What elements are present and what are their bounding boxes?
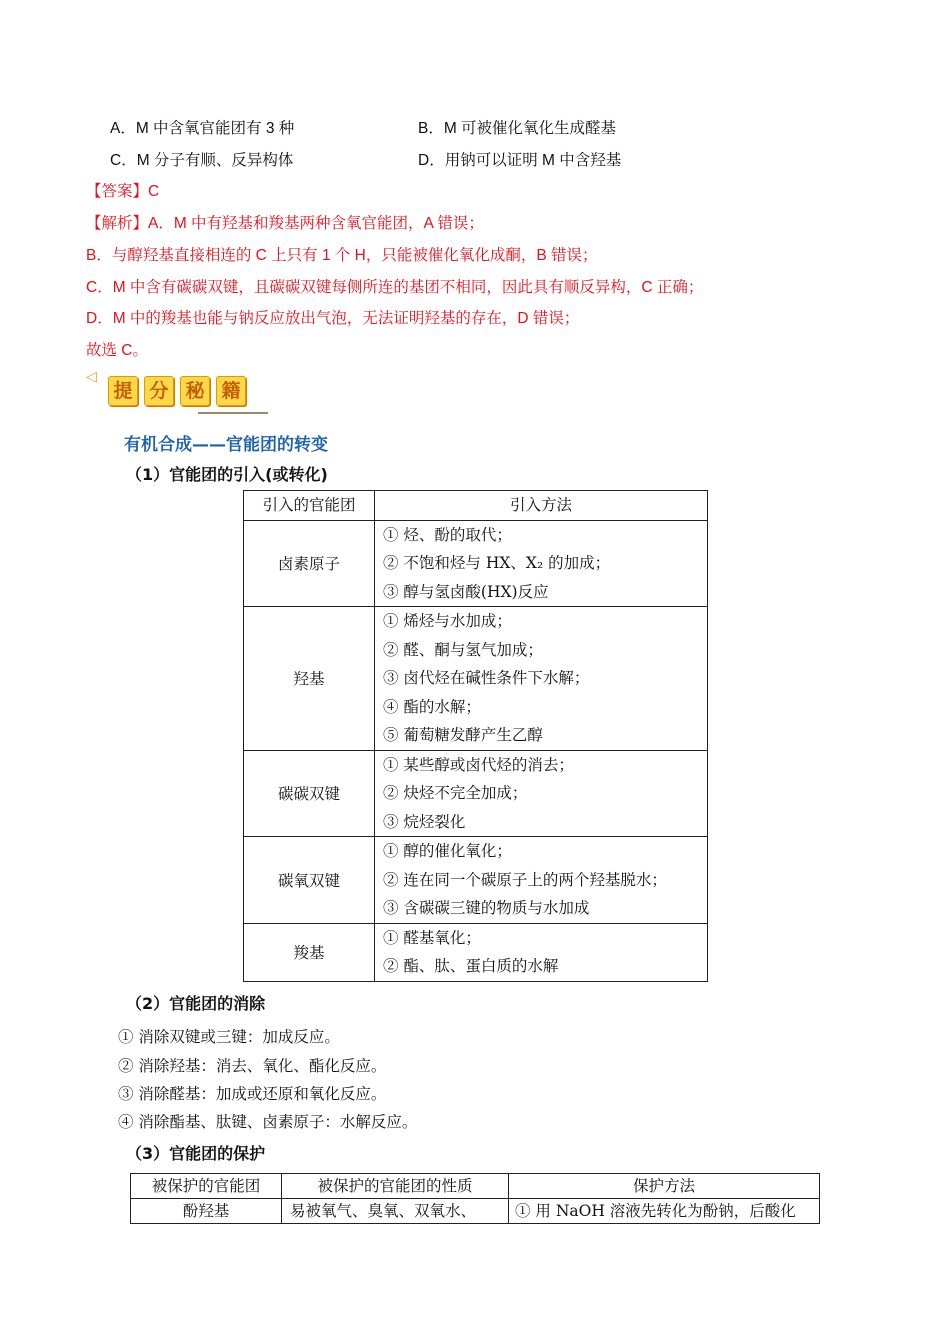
group-cell: 羧基	[244, 923, 375, 981]
answer-line: 【答案】C	[86, 183, 160, 200]
part1-title: （1）官能团的引入(或转化)	[126, 465, 328, 484]
table-row	[244, 923, 708, 981]
method-item: ② 不饱和烃与 HX、X₂ 的加成；	[383, 554, 611, 572]
method-item: ① 某些醇或卤代烃的消去；	[383, 755, 574, 774]
table-row	[244, 607, 708, 751]
protection-table	[130, 1173, 820, 1224]
group-cell: 卤素原子	[244, 520, 375, 607]
method-item: ④ 酯的水解；	[383, 697, 481, 716]
elimination-item: ② 消除羟基：消去、氧化、酯化反应。	[118, 1057, 387, 1075]
protection-header: 保护方法	[509, 1174, 820, 1199]
method-item: ② 醛、酮与氢气加成；	[383, 640, 543, 659]
method-item: ③ 含碳碳三键的物质与水加成	[383, 899, 590, 917]
option-c: C．M 分子有顺、反异构体	[110, 152, 294, 169]
analysis-line-4: D．M 中的羧基也能与钠反应放出气泡，无法证明羟基的存在，D 错误；	[86, 310, 580, 327]
analysis-line-2: B．与醇羟基直接相连的 C 上只有 1 个 H，只能被催化氧化成酮，B 错误；	[86, 247, 598, 264]
analysis-line-3: C．M 中含有碳碳双键，且碳碳双键每侧所连的基团不相同，因此具有顺反异构，C 正确；	[86, 279, 704, 296]
elimination-item: ④ 消除酯基、肽键、卤素原子：水解反应。	[118, 1113, 418, 1131]
part3-title: （3）官能团的保护	[126, 1144, 266, 1163]
method-item: ② 炔烃不完全加成；	[383, 784, 528, 802]
method-item: ① 醇的催化氧化；	[383, 842, 512, 860]
elimination-item: ① 消除双键或三键：加成反应。	[118, 1028, 340, 1046]
table-header-group: 引入的官能团	[244, 491, 375, 521]
table-row	[244, 837, 708, 924]
method-item: ① 烃、酚的取代；	[383, 525, 512, 544]
analysis-line-5: 故选 C。	[86, 342, 149, 359]
group-cell: 羟基	[244, 607, 375, 751]
group-cell: 碳氧双键	[244, 837, 375, 924]
option-a: A．M 中含氧官能团有 3 种	[110, 120, 295, 137]
section-title: 有机合成——官能团的转变	[124, 435, 328, 455]
tips-banner	[86, 370, 266, 416]
protection-cell: 酚羟基	[131, 1199, 282, 1224]
option-d: D．用钠可以证明 M 中含羟基	[418, 152, 622, 169]
protection-header: 被保护的官能团	[131, 1174, 282, 1199]
book-icon	[198, 406, 268, 414]
method-item: ② 连在同一个碳原子上的两个羟基脱水；	[383, 870, 667, 889]
table-header-methods: 引入方法	[375, 491, 708, 521]
table-row	[131, 1199, 820, 1224]
table-row	[244, 750, 708, 837]
method-item: ② 酯、肽、蛋白质的水解	[383, 957, 559, 975]
protection-cell: ① 用 NaOH 溶液先转化为酚钠，后酸化	[509, 1199, 820, 1224]
method-item: ⑤ 葡萄糖发酵产生乙醇	[383, 726, 543, 744]
option-b: B．M 可被催化氧化生成醛基	[418, 120, 617, 137]
method-item: ③ 卤代烃在碱性条件下水解；	[383, 669, 590, 687]
method-item: ① 醛基氧化；	[383, 928, 481, 947]
group-cell: 碳碳双键	[244, 750, 375, 837]
method-item: ③ 烷烃裂化	[383, 812, 466, 831]
elimination-item: ③ 消除醛基：加成或还原和氧化反应。	[118, 1085, 387, 1103]
banner-tile-1: 提	[108, 376, 138, 406]
protection-cell: 易被氧气、臭氧、双氧水、	[282, 1199, 509, 1224]
banner-tile-4: 籍	[216, 376, 246, 406]
table-row	[244, 520, 708, 607]
analysis-line-1: 【解析】A．M 中有羟基和羧基两种含氧官能团，A 错误；	[86, 215, 484, 232]
method-item: ③ 醇与氢卤酸(HX)反应	[383, 582, 549, 601]
speaker-icon: ◁	[86, 369, 97, 385]
method-item: ① 烯烃与水加成；	[383, 612, 512, 630]
banner-tile-2: 分	[144, 376, 174, 406]
introduction-table	[243, 490, 708, 982]
protection-header: 被保护的官能团的性质	[282, 1174, 509, 1199]
banner-tile-3: 秘	[180, 376, 210, 406]
part2-title: （2）官能团的消除	[126, 994, 266, 1013]
